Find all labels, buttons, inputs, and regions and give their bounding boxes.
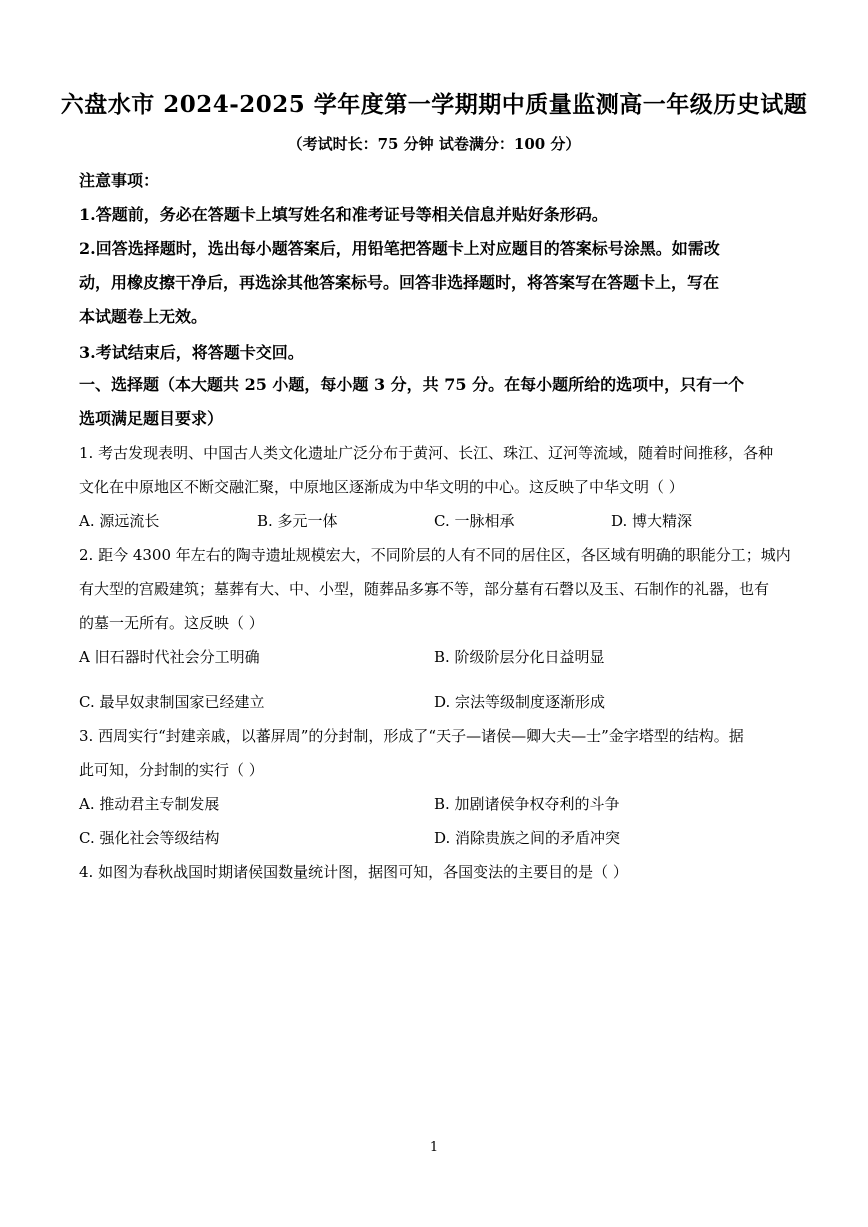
note-item-3: 3.考试结束后，将答题卡交回。 — [79, 343, 304, 362]
exam-subtitle: （考试时长：75 分钟 试卷满分：100 分） — [287, 135, 581, 153]
exam-title: 六盘水市 2024-2025 学年度第一学期期中质量监测高一年级历史试题 — [60, 91, 808, 118]
notes-heading: 注意事项： — [79, 171, 160, 190]
question-1-option-d: D. 博大精深 — [611, 512, 693, 530]
question-2-option-b: B. 阶级阶层分化日益明显 — [434, 648, 605, 666]
question-3-line-2: 此可知，分封制的实行（ ） — [79, 761, 264, 779]
question-3-option-b: B. 加剧诸侯争权夺利的斗争 — [434, 795, 620, 813]
section-heading-line-1: 一、选择题（本大题共 25 小题，每小题 3 分，共 75 分。在每小题所给的选项中，只有一个 — [79, 375, 745, 394]
question-2-option-d: D. 宗法等级制度逐渐形成 — [434, 693, 606, 711]
question-2-option-c: C. 最早奴隶制国家已经建立 — [79, 693, 265, 711]
page-number: 1 — [429, 1140, 439, 1155]
section-heading-line-2: 选项满足题目要求） — [79, 409, 224, 428]
question-3-option-d: D. 消除贵族之间的矛盾冲突 — [434, 829, 621, 847]
question-3-option-c: C. 强化社会等级结构 — [79, 829, 220, 847]
note-item-2-line-2: 动，用橡皮擦干净后，再选涂其他答案标号。回答非选择题时，将答案写在答题卡上，写在 — [79, 273, 720, 292]
note-item-1: 1.答题前，务必在答题卡上填写姓名和准考证号等相关信息并贴好条形码。 — [79, 205, 608, 224]
question-1-line-1: 1. 考古发现表明、中国古人类文化遗址广泛分布于黄河、长江、珠江、辽河等流域，随着时间推移，各种 — [79, 444, 774, 462]
question-1-option-b: B. 多元一体 — [257, 512, 338, 530]
question-4-line-1: 4. 如图为春秋战国时期诸侯国数量统计图，据图可知，各国变法的主要目的是（ ） — [79, 863, 628, 881]
question-1-option-c: C. 一脉相承 — [434, 512, 515, 530]
note-item-2-line-3: 本试题卷上无效。 — [79, 307, 208, 326]
question-1-line-2: 文化在中原地区不断交融汇聚，中原地区逐渐成为中华文明的中心。这反映了中华文明（ ） — [79, 478, 684, 496]
question-2-line-3: 的墓一无所有。这反映（ ） — [79, 614, 264, 632]
question-2-line-2: 有大型的宫殿建筑；墓葬有大、中、小型，随葬品多寡不等，部分墓有石磬以及玉、石制作的礼器，也有 — [79, 580, 770, 598]
question-2-option-a: A 旧石器时代社会分工明确 — [79, 648, 260, 666]
question-1-option-a: A. 源远流长 — [79, 512, 160, 530]
question-3-option-a: A. 推动君主专制发展 — [79, 795, 220, 813]
note-item-2-line-1: 2.回答选择题时，选出每小题答案后，用铅笔把答题卡上对应题目的答案标号涂黑。如需改 — [79, 239, 720, 258]
question-2-line-1: 2. 距今 4300 年左右的陶寺遗址规模宏大，不同阶层的人有不同的居住区，各区域有明确的职能分工；城内 — [79, 546, 791, 564]
question-3-line-1: 3. 西周实行“封建亲戚，以蕃屏周”的分封制，形成了“天子—诸侯—卿大夫—士”金字塔型的结构。据 — [79, 727, 744, 745]
